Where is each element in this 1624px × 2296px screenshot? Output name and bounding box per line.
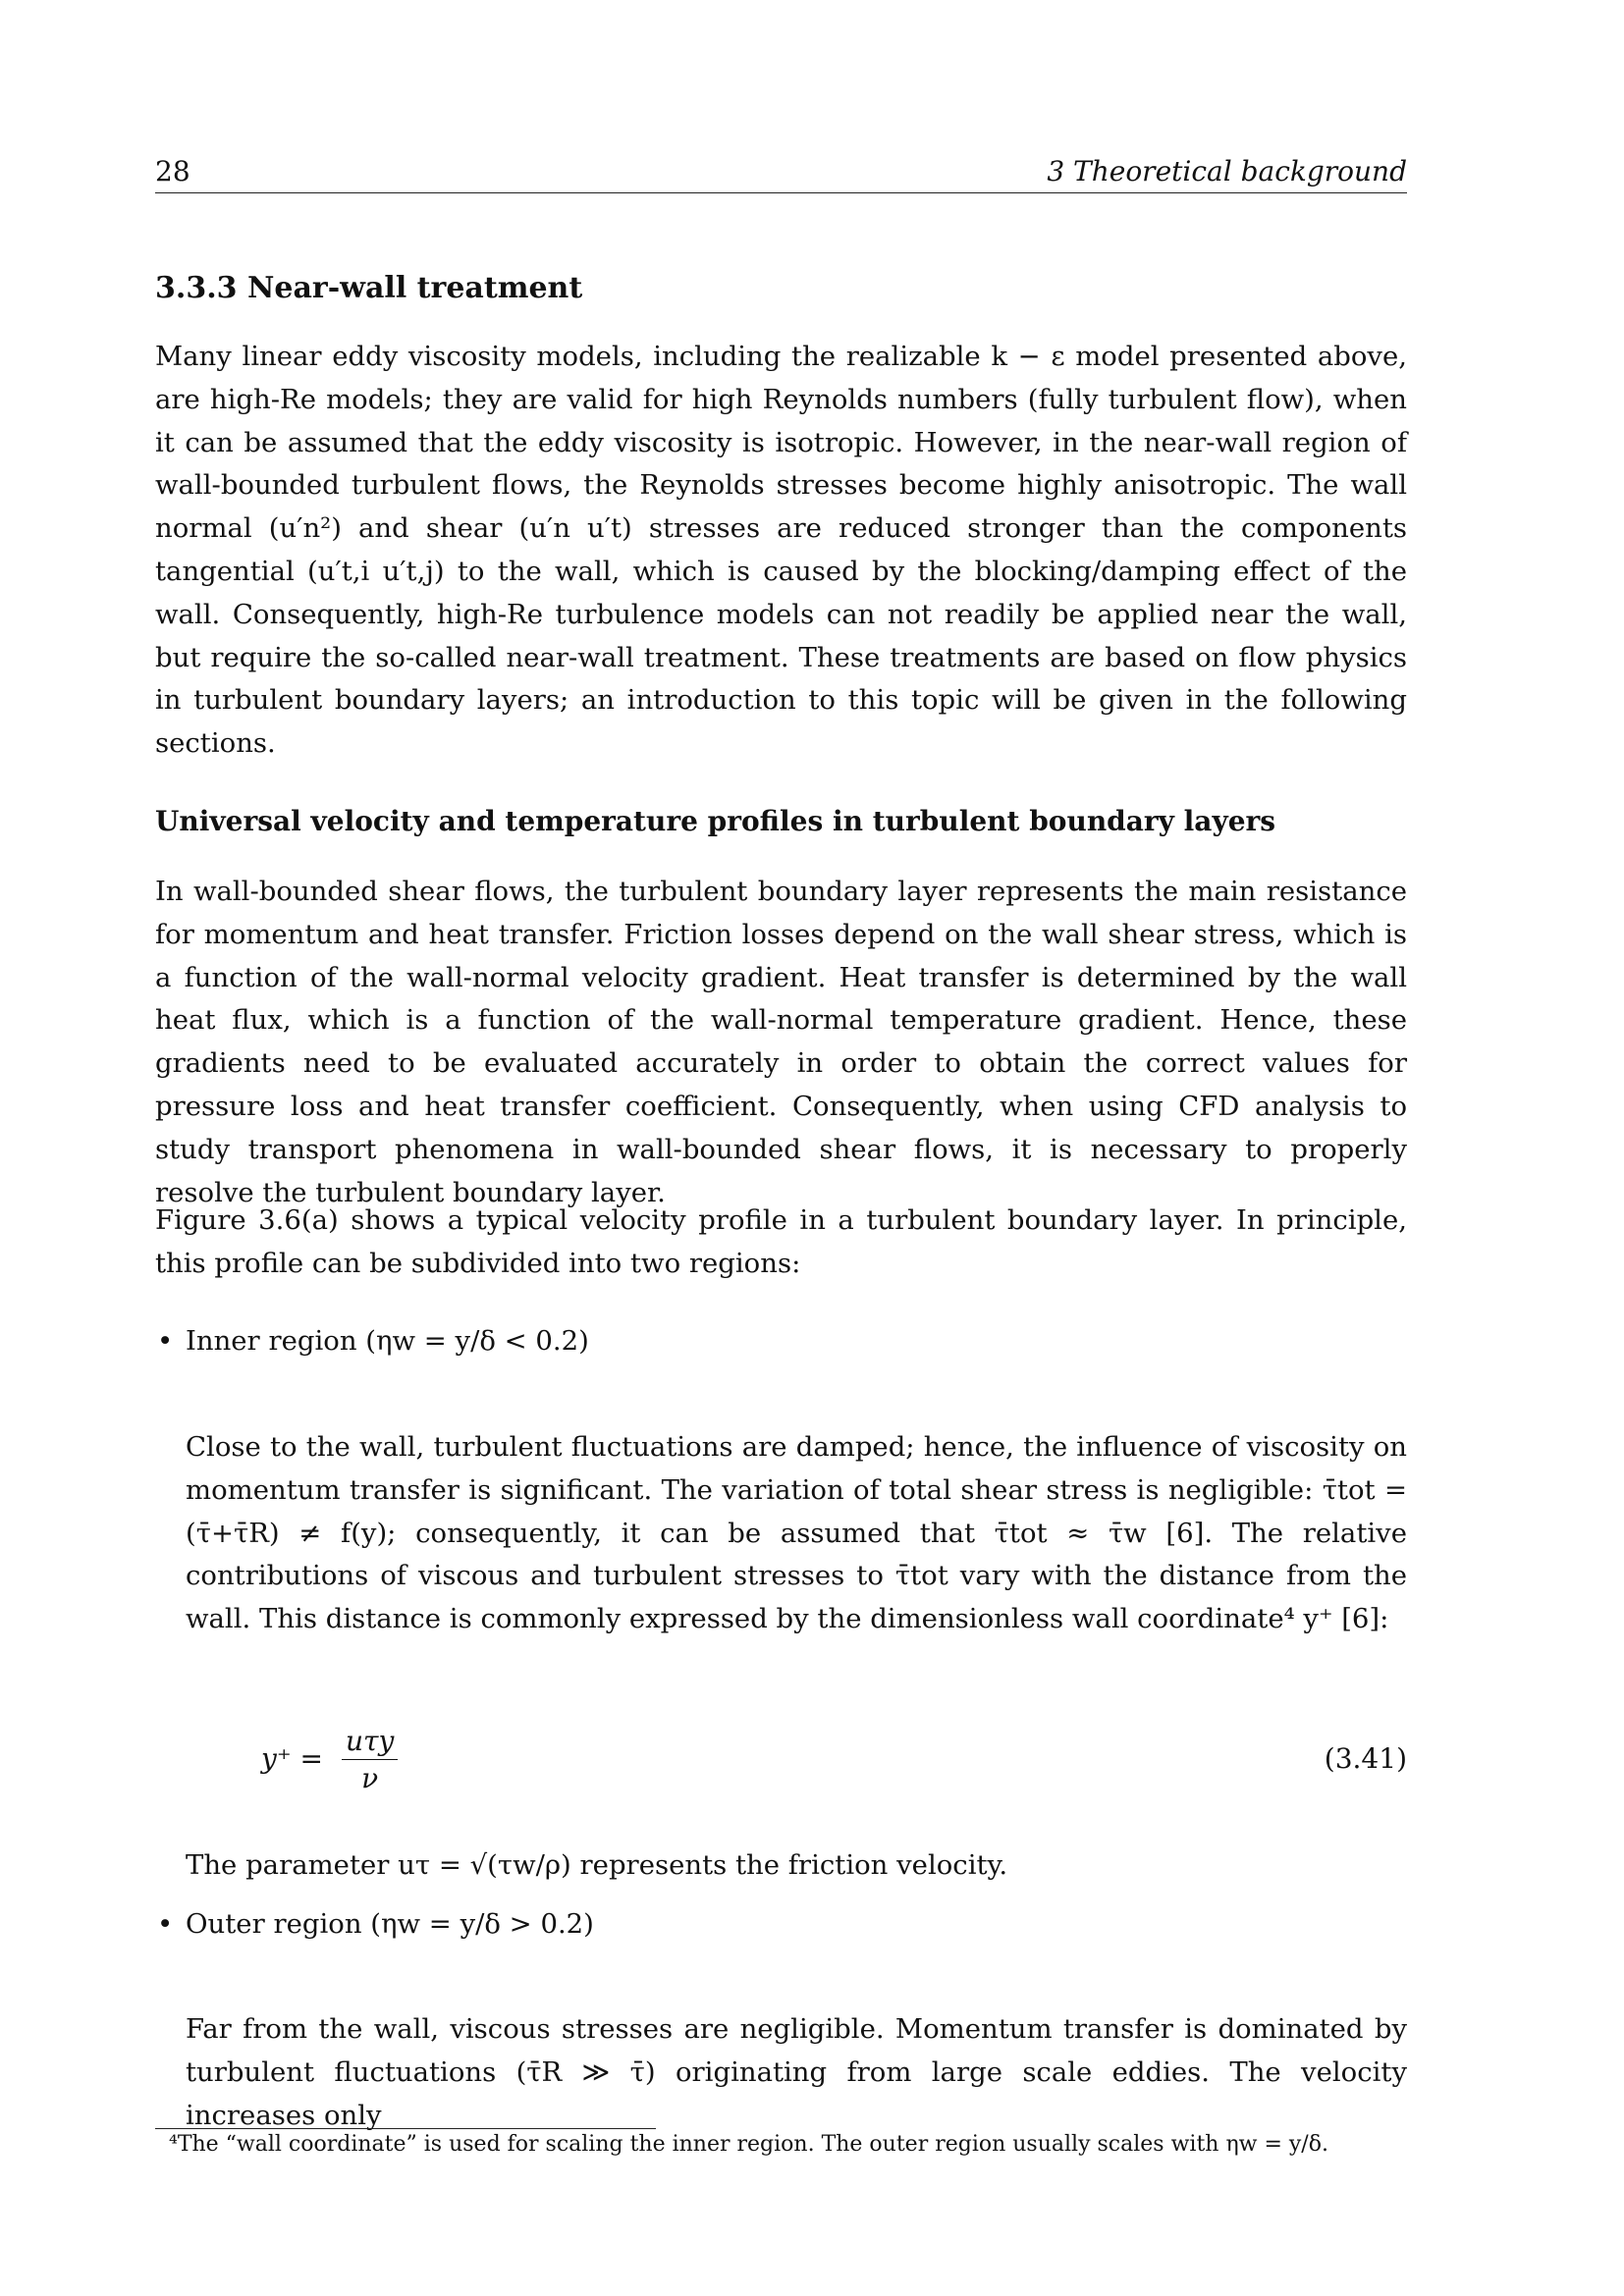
friction-velocity-line: The parameter uτ = √(τw/ρ) represents the friction velocity. — [186, 1849, 1008, 1881]
bullet-dot: • — [157, 1908, 174, 1940]
equation-3-41 — [155, 1725, 1407, 1793]
outer-region-paragraph: Far from the wall, viscous stresses are negligible. Momentum transfer is dominated by turbulent fluctuations (τ̄R ≫ τ̄) originating from large scale eddies. The velocity increases only — [186, 2013, 1407, 2131]
page-number: 28 — [155, 155, 190, 187]
chapter-title: 3 Theoretical background — [1047, 155, 1407, 187]
footnote: ⁴The “wall coordinate” is used for scaling the inner region. The outer region usually scales with ηw = y/δ. — [169, 2132, 1328, 2157]
equation-denominator: ν — [361, 1762, 379, 1794]
equation-lhs: y⁺ = — [261, 1742, 323, 1775]
section-heading: 3.3.3 Near-wall treatment — [155, 271, 583, 305]
footnote-rule — [155, 2128, 656, 2129]
equation-fraction — [342, 1725, 398, 1794]
inner-region-paragraph: Close to the wall, turbulent fluctuations are damped; hence, the influence of viscosity on momentum transfer is significant. The variation of total shear stress is negligible: τ̄tot = (τ̄+τ̄R) ≠ f(y); consequently, it can be assumed that τ̄tot ≈ τ̄w [6]. The relative contributions of viscous and turbulent stresses to τ̄tot vary with the distance from the wall. This distance is commonly expressed by the dimensionless wall coordinate⁴ y⁺ [6]: — [186, 1431, 1407, 1635]
bullet-inner-label: Inner region (ηw = y/δ < 0.2) — [186, 1325, 589, 1357]
equation-number: (3.41) — [1324, 1742, 1407, 1775]
intro-paragraph: Many linear eddy viscosity models, including the realizable k − ε model presented above, are high-Re models; they are valid for high Reynolds numbers (fully turbulent flow), when it can be assumed that the eddy viscosity is isotropic. However, in the near-wall region of wall-bounded turbulent flows, the Reynolds stresses become highly anisotropic. The wall normal (u′n²) and shear (u′n u′t) stresses are reduced stronger than the components tangential (u′t,i u′t,j) to the wall, which is caused by the blocking/damping effect of the wall. Consequently, high-Re turbulence models can not readily be applied near the wall, but require the so-called near-wall treatment. These treatments are based on flow physics in turbulent boundary layers; an introduction to this topic will be given in the following sections. — [155, 341, 1407, 760]
bullet-dot: • — [157, 1325, 174, 1357]
paragraph-boundary-layer: In wall-bounded shear flows, the turbulent boundary layer represents the main resistance for momentum and heat transfer. Friction losses depend on the wall shear stress, which is a function of the wall-normal velocity gradient. Heat transfer is determined by the wall heat flux, which is a function of the wall-normal temperature gradient. Hence, these gradients need to be evaluated accurately in order to obtain the correct values for pressure loss and heat transfer coefficient. Consequently, when using CFD analysis to study transport phenomena in wall-bounded shear flows, it is necessary to properly resolve the turbulent boundary layer. — [155, 876, 1407, 1208]
equation-numerator: uτy — [342, 1725, 398, 1760]
bullet-outer-label: Outer region (ηw = y/δ > 0.2) — [186, 1908, 594, 1940]
running-header — [155, 149, 1407, 193]
subsection-heading: Universal velocity and temperature profiles in turbulent boundary layers — [155, 805, 1276, 837]
paragraph-profile-regions: Figure 3.6(a) shows a typical velocity profile in a turbulent boundary layer. In principle, this profile can be subdivided into two regions: — [155, 1204, 1407, 1279]
